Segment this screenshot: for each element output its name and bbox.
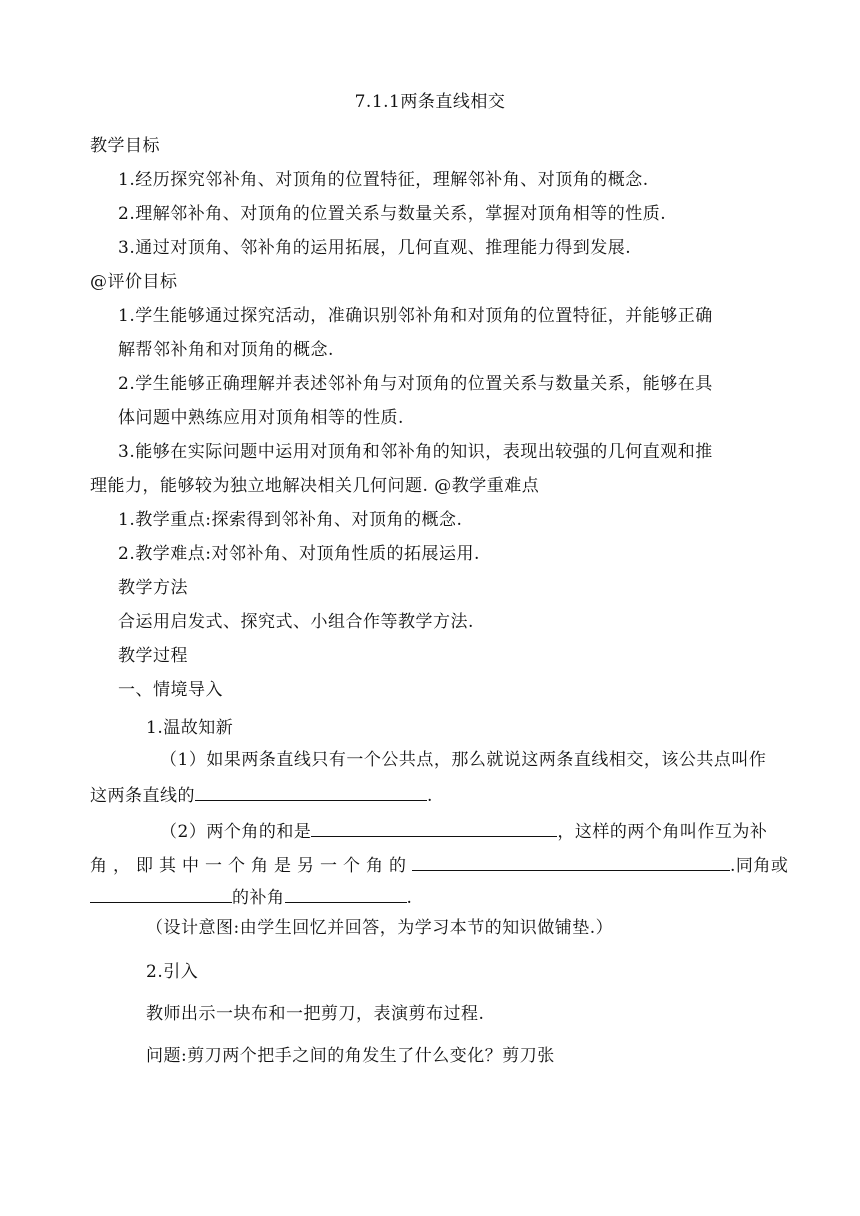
part1-heading: 一、情境导入	[118, 680, 223, 700]
q2-line3-mid: 的补角	[232, 888, 285, 908]
intro-text: 教师出示一块布和一把剪刀，表演剪布过程.	[146, 1004, 485, 1024]
eval-goal-2-line2: 体问题中熟练应用对顶角相等的性质.	[118, 408, 404, 428]
question-text: 问题:剪刀两个把手之间的角发生了什么变化？剪刀张	[146, 1046, 555, 1066]
q2-line3	[90, 884, 412, 910]
design-note: （设计意图:由学生回忆并回答，为学习本节的知识做铺垫.）	[146, 918, 614, 938]
key-point-2: 2.教学难点:对邻补角、对顶角性质的拓展运用.	[118, 544, 480, 564]
process-heading: 教学过程	[118, 646, 188, 666]
q2-answer-blank-1	[311, 818, 557, 837]
q2-line2	[90, 852, 788, 878]
q1-line2	[90, 782, 433, 808]
q2-answer-blank-4	[285, 884, 407, 903]
q1-answer-blank	[195, 782, 427, 801]
eval-goal-3-line2: 理能力，能够较为独立地解决相关几何问题. @教学重难点	[90, 476, 540, 496]
eval-goal-2-line1: 2.学生能够正确理解并表述邻补角与对顶角的位置关系与数量关系，能够在具	[118, 374, 713, 394]
eval-goals-heading: @评价目标	[90, 272, 178, 292]
q2-line1-suffix: ，这样的两个角叫作互为补	[557, 822, 768, 842]
page-title: 7.1.1两条直线相交	[354, 92, 506, 112]
q2-line2-prefix: 角，即其中一个角是另一个角的	[90, 856, 412, 876]
q2-line3-suffix: .	[406, 888, 413, 908]
intro-heading: 2.引入	[146, 962, 199, 982]
eval-goal-1-line2: 解帮邻补角和对顶角的概念.	[118, 340, 334, 360]
q2-line2-suffix: .同角或	[730, 856, 789, 876]
q2-answer-blank-2	[412, 852, 730, 871]
key-point-1: 1.教学重点:探索得到邻补角、对顶角的概念.	[118, 510, 463, 530]
teaching-goal-3: 3.通过对顶角、邻补角的运用拓展，几何直观、推理能力得到发展.	[118, 238, 632, 258]
q1-line2-suffix: .	[427, 786, 433, 806]
eval-goal-3-line1: 3.能够在实际问题中运用对顶角和邻补角的知识，表现出较强的几何直观和推	[118, 442, 713, 462]
teaching-goal-1: 1.经历探究邻补角、对顶角的位置特征，理解邻补角、对顶角的概念.	[118, 170, 649, 190]
method-text: 合运用启发式、探究式、小组合作等教学方法.	[118, 612, 474, 632]
q2-line1-prefix: （2）两个角的和是	[160, 822, 312, 842]
q1-line2-prefix: 这两条直线的	[90, 786, 195, 806]
q2-line1	[160, 818, 767, 844]
q2-answer-blank-3	[90, 884, 232, 903]
eval-goal-1-line1: 1.学生能够通过探究活动，准确识别邻补角和对顶角的位置特征，并能够正确	[118, 306, 713, 326]
method-heading: 教学方法	[118, 578, 188, 598]
teaching-goal-2: 2.理解邻补角、对顶角的位置关系与数量关系，掌握对顶角相等的性质.	[118, 204, 667, 224]
q1-line1: （1）如果两条直线只有一个公共点，那么就说这两条直线相交，该公共点叫作	[160, 750, 767, 770]
review-heading: 1.温故知新	[146, 718, 234, 738]
teaching-goals-heading: 教学目标	[90, 136, 160, 156]
